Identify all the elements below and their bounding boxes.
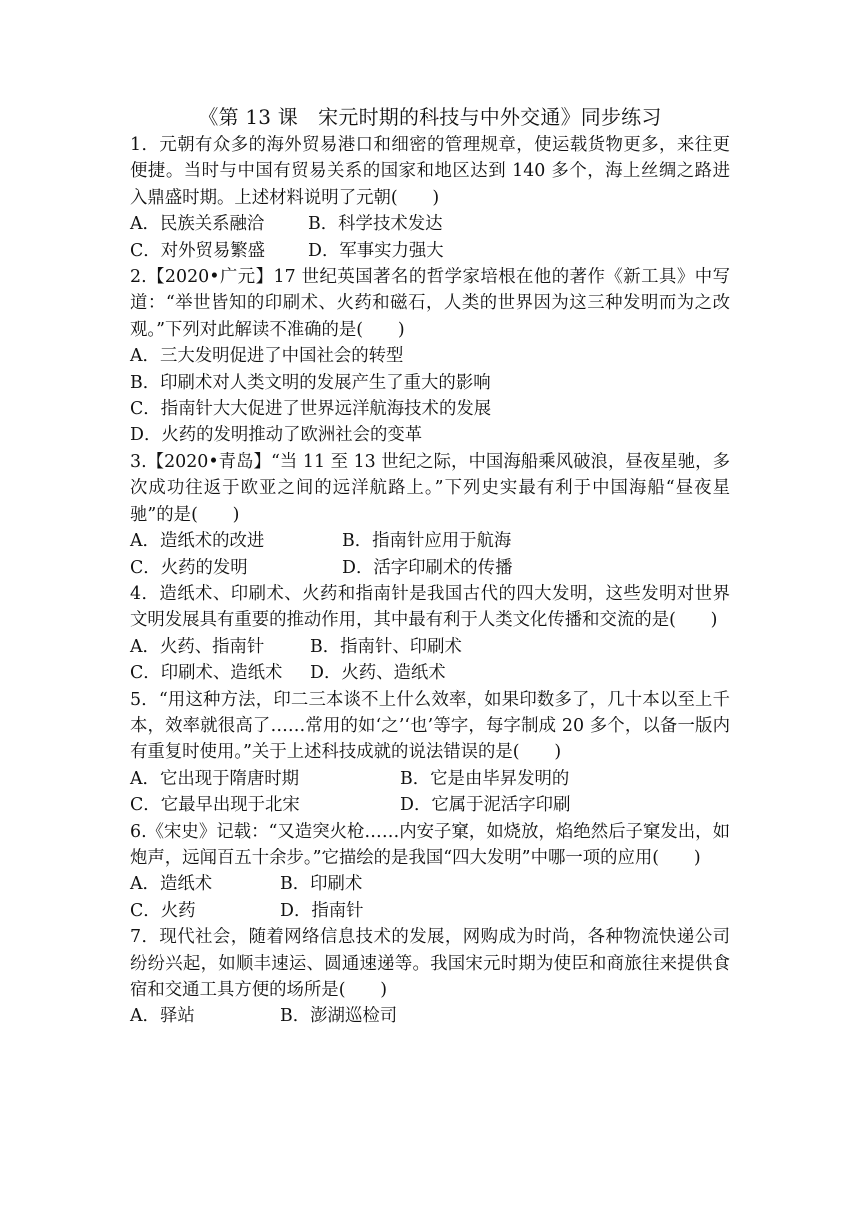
option-c: C．指南针大大促进了世界远洋航海技术的发展 [130, 399, 492, 420]
option-a: A．造纸术 [130, 874, 213, 895]
option-c: C．火药的发明 [130, 557, 248, 578]
question-6-stem: 6.《宋史》记载：“又造突火枪……内安子窠，如烧放，焰绝然后子窠发出，如炮声，远闻百五十余步。”它描绘的是我国“四大发明”中哪一项的应用( ) [130, 821, 730, 868]
option-c: C．印刷术、造纸术 [130, 663, 283, 684]
option-c: C．它最早出现于北宋 [130, 795, 300, 816]
question-3-options [130, 528, 730, 581]
option-d: D．指南针 [280, 900, 364, 921]
option-a: A．三大发明促进了中国社会的转型 [130, 346, 404, 367]
question-2-options [130, 343, 730, 449]
option-a: A．造纸术的改进 [130, 531, 265, 552]
question-4-options [130, 634, 730, 687]
worksheet [130, 104, 730, 1030]
option-d: D．活字印刷术的传播 [342, 557, 513, 578]
option-b: B．它是由毕昇发明的 [400, 768, 570, 789]
option-d: D．军事实力强大 [308, 240, 444, 261]
option-d: D．火药的发明推动了欧洲社会的变革 [130, 425, 423, 446]
option-b: B．指南针应用于航海 [342, 531, 512, 552]
option-d: D．火药、造纸术 [310, 663, 446, 684]
option-a: A．民族关系融洽 [130, 214, 265, 235]
page-title: 《第 13 课 宋元时期的科技与中外交通》同步练习 [198, 105, 662, 129]
option-b: B．科学技术发达 [308, 214, 443, 235]
question-5-options [130, 766, 730, 819]
question-7-options [130, 1003, 730, 1029]
question-6-options [130, 871, 730, 924]
question-5-stem: 5．“用这种方法，印二三本谈不上什么效率，如果印数多了，几十本以至上千本，效率就很高了……常用的如‘之’‘也’等字，每字制成 20 多个，以备一版内有重复时使用。”关于上述科技成就的说法错误的是( ) [130, 689, 730, 763]
option-b: B．印刷术对人类文明的发展产生了重大的影响 [130, 372, 491, 393]
question-3-stem: 3.【2020•青岛】“当 11 至 13 世纪之际，中国海船乘风破浪，昼夜星驰，多次成功往返于欧亚之间的远洋航路上。”下列史实最有利于中国海船“昼夜星驰”的是( ) [130, 451, 730, 525]
option-a: A．它出现于隋唐时期 [130, 768, 300, 789]
option-a: A．驿站 [130, 1006, 195, 1027]
question-7-stem: 7．现代社会，随着网络信息技术的发展，网购成为时尚，各种物流快递公司纷纷兴起，如顺丰速运、圆通速递等。我国宋元时期为使臣和商旅往来提供食宿和交通工具方便的场所是( ) [130, 927, 730, 1000]
option-c: C．对外贸易繁盛 [130, 240, 266, 261]
option-b: B．指南针、印刷术 [310, 636, 462, 657]
option-b: B．澎湖巡检司 [280, 1006, 398, 1027]
question-4-stem: 4．造纸术、印刷术、火药和指南针是我国古代的四大发明，这些发明对世界文明发展具有重要的推动作用，其中最有利于人类文化传播和交流的是( ) [130, 583, 730, 631]
option-c: C．火药 [130, 900, 196, 921]
question-1-stem: 1．元朝有众多的海外贸易港口和细密的管理规章，使运载货物更多，来往更便捷。当时与中国有贸易关系的国家和地区达到 140 多个，海上丝绸之路进入鼎盛时期。上述材料说明了元朝( ) [130, 135, 730, 208]
question-2-stem: 2.【2020•广元】17 世纪英国著名的哲学家培根在他的著作《新工具》中写道：“举世皆知的印刷术、火药和磁石，人类的世界因为这三种发明而为之改观。”下列对此解读不准确的是( ) [130, 267, 730, 340]
option-a: A．火药、指南针 [130, 636, 265, 657]
option-b: B．印刷术 [280, 874, 363, 895]
question-1-options [130, 211, 730, 264]
option-d: D．它属于泥活字印刷 [400, 795, 571, 816]
